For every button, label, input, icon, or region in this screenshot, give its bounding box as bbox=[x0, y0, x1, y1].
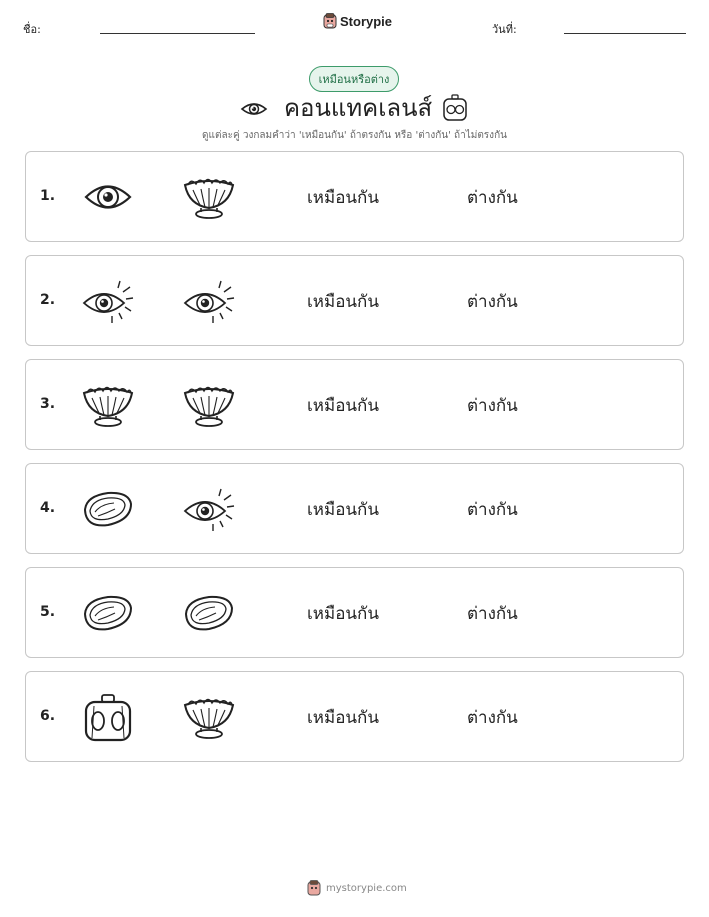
exercise-row bbox=[25, 255, 684, 346]
instructions: ดูแต่ละคู่ วงกลมคำว่า 'เหมือนกัน' ถ้าตรงกัน หรือ 'ต่างกัน' ถ้าไม่ตรงกัน bbox=[202, 130, 507, 141]
eye-icon bbox=[81, 172, 135, 222]
date-line[interactable] bbox=[564, 33, 686, 34]
different-option[interactable]: ต่างกัน bbox=[467, 708, 518, 728]
bowl-icon bbox=[182, 380, 236, 430]
row-number: 1. bbox=[40, 188, 56, 204]
eye-sparkle-icon bbox=[81, 276, 135, 326]
date-label: วันที่: bbox=[492, 23, 517, 36]
lens-icon bbox=[81, 588, 135, 638]
lens-case-icon bbox=[442, 94, 468, 122]
storypie-mascot-icon bbox=[307, 880, 321, 896]
same-option[interactable]: เหมือนกัน bbox=[307, 292, 379, 312]
same-option[interactable]: เหมือนกัน bbox=[307, 188, 379, 208]
same-option[interactable]: เหมือนกัน bbox=[307, 604, 379, 624]
footer bbox=[307, 880, 407, 896]
row-number: 4. bbox=[40, 500, 56, 516]
different-option[interactable]: ต่างกัน bbox=[467, 396, 518, 416]
bowl-icon bbox=[182, 172, 236, 222]
title-row bbox=[0, 92, 709, 124]
row-number: 5. bbox=[40, 604, 56, 620]
page-title: คอนแทคเลนส์ bbox=[284, 94, 433, 122]
eye-sparkle-icon bbox=[182, 276, 236, 326]
footer-url[interactable]: mystorypie.com bbox=[326, 882, 407, 894]
different-option[interactable]: ต่างกัน bbox=[467, 292, 518, 312]
storypie-mascot-icon bbox=[323, 13, 337, 29]
different-option[interactable]: ต่างกัน bbox=[467, 604, 518, 624]
bowl-icon bbox=[182, 692, 236, 742]
row-number: 2. bbox=[40, 292, 56, 308]
worksheet-type-badge: เหมือนหรือต่าง bbox=[309, 66, 399, 92]
name-label: ชื่อ: bbox=[23, 23, 41, 36]
row-number: 6. bbox=[40, 708, 56, 724]
row-number: 3. bbox=[40, 396, 56, 412]
same-option[interactable]: เหมือนกัน bbox=[307, 708, 379, 728]
exercise-row bbox=[25, 359, 684, 450]
name-line[interactable] bbox=[100, 33, 255, 34]
lens-case-icon bbox=[81, 692, 135, 742]
lens-icon bbox=[182, 588, 236, 638]
brand-name: Storypie bbox=[340, 13, 393, 29]
exercise-row bbox=[25, 151, 684, 242]
different-option[interactable]: ต่างกัน bbox=[467, 188, 518, 208]
bowl-icon bbox=[81, 380, 135, 430]
different-option[interactable]: ต่างกัน bbox=[467, 500, 518, 520]
eye-icon bbox=[240, 100, 268, 118]
lens-icon bbox=[81, 484, 135, 534]
brand-logo bbox=[323, 13, 392, 29]
exercise-row bbox=[25, 463, 684, 554]
eye-sparkle-icon bbox=[182, 484, 236, 534]
exercise-row bbox=[25, 567, 684, 658]
exercise-row bbox=[25, 671, 684, 762]
same-option[interactable]: เหมือนกัน bbox=[307, 500, 379, 520]
same-option[interactable]: เหมือนกัน bbox=[307, 396, 379, 416]
